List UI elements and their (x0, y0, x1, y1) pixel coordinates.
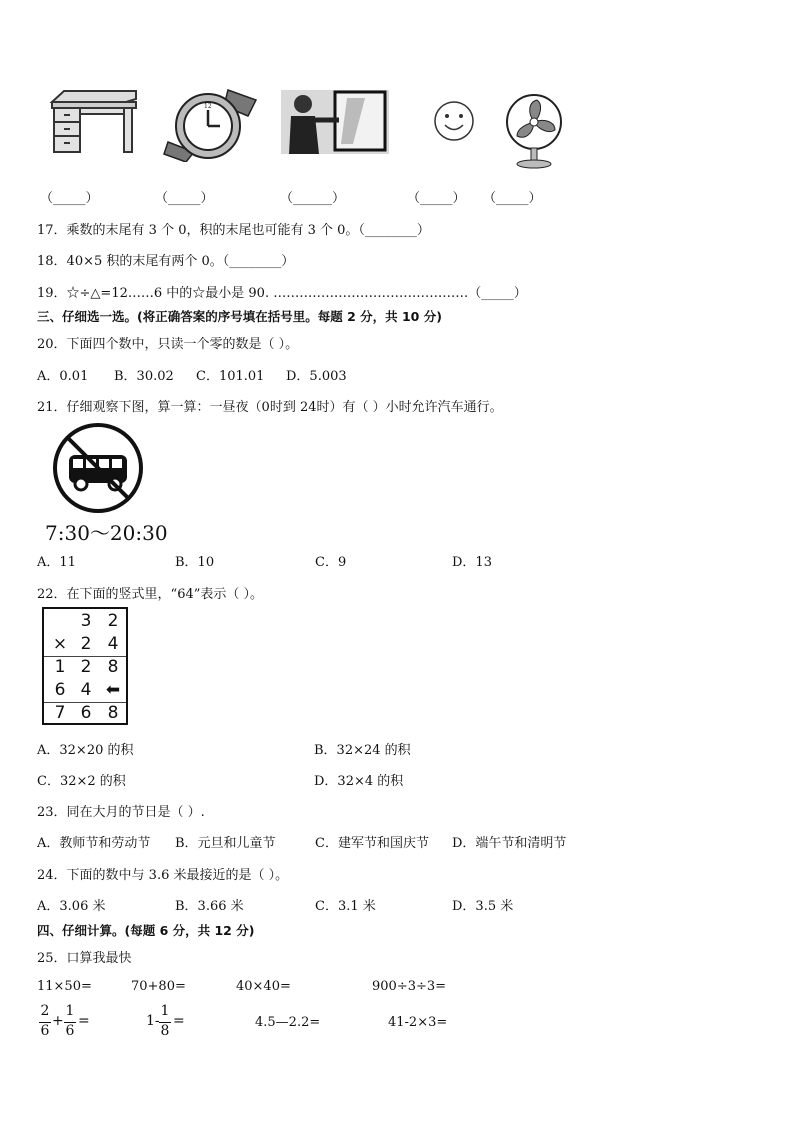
plus-sign: + (52, 1013, 64, 1029)
vm-digit: 4 (80, 680, 92, 700)
q20-option-d[interactable]: D．5.003 (286, 369, 347, 384)
question-24-stem: 24．下面的数中与 3.6 米最接近的是（ ）。 (37, 868, 289, 883)
question-21-stem: 21．仔细观察下图，算一算：一昼夜（0时到 24时）有（ ）小时允许汽车通行。 (37, 400, 503, 415)
vertical-multiplication (42, 607, 128, 725)
whole-minus: 1- (146, 1013, 160, 1029)
fraction-denominator: 8 (160, 1023, 170, 1039)
svg-text:12: 12 (204, 103, 212, 110)
vm-digit: 6 (80, 703, 92, 723)
q24-option-c[interactable]: C．3.1 米 (315, 899, 376, 914)
q16-answer-slot-desk[interactable]: （_____） (40, 191, 99, 206)
calc-item: 900÷3÷3= (372, 979, 447, 994)
electric-fan-picture (503, 94, 565, 170)
q20-option-b[interactable]: B．30.02 (114, 369, 174, 384)
q22-option-a[interactable]: A．32×20 的积 (37, 743, 134, 758)
calc-item: 4.5—2.2= (255, 1015, 321, 1030)
question-22-stem: 22．在下面的竖式里，“64”表示（ ）。 (37, 587, 264, 602)
equals-sign: = (173, 1013, 185, 1029)
vm-digit: 8 (107, 657, 119, 677)
sign-time-range: 7:30～20:30 (45, 521, 168, 545)
q21-option-d[interactable]: D．13 (452, 555, 492, 570)
vm-digit: 6 (54, 680, 66, 700)
q23-option-a[interactable]: A．教师节和劳动节 (37, 836, 151, 851)
vm-digit: 2 (107, 611, 119, 631)
vm-digit: 2 (80, 634, 92, 654)
fraction-numerator: 1 (65, 1003, 75, 1019)
fraction-expression-2 (146, 1003, 196, 1043)
q16-answer-slot-smiley[interactable]: （_____） (407, 191, 466, 206)
q20-option-a[interactable]: A．0.01 (37, 369, 89, 384)
vm-times-sign: × (52, 634, 68, 654)
vm-digit: 2 (80, 657, 92, 677)
section-3-title: 三、仔细选一选。(将正确答案的序号填在括号里。每题 2 分，共 10 分) (37, 309, 442, 324)
equals-sign: = (78, 1013, 90, 1029)
question-25-stem: 25．口算我最快 (37, 951, 132, 966)
q24-option-b[interactable]: B．3.66 米 (175, 899, 244, 914)
fraction-denominator: 6 (40, 1023, 50, 1039)
vm-digit: 3 (80, 611, 92, 631)
question-17: 17．乘数的末尾有 3 个 0，积的末尾也可能有 3 个 0。（________） (37, 223, 430, 238)
q21-option-c[interactable]: C．9 (315, 555, 347, 570)
calc-item: 70+80= (131, 979, 186, 994)
q23-option-c[interactable]: C．建军节和国庆节 (315, 836, 429, 851)
question-18: 18．40×5 积的末尾有两个 0。（________） (37, 254, 295, 269)
question-23-stem: 23．同在大月的节日是（ ）. (37, 805, 205, 820)
vm-digit: 4 (107, 634, 119, 654)
vm-digit: 8 (107, 703, 119, 723)
fraction-numerator: 1 (160, 1003, 170, 1019)
q22-option-b[interactable]: B．32×24 的积 (314, 743, 411, 758)
q21-option-a[interactable]: A．11 (37, 555, 76, 570)
q21-option-b[interactable]: B．10 (175, 555, 215, 570)
calc-item: 41-2×3= (388, 1015, 448, 1030)
q20-option-c[interactable]: C．101.01 (196, 369, 265, 384)
calc-item: 11×50= (37, 979, 92, 994)
no-bus-sign-icon (51, 421, 145, 515)
question-20-stem: 20．下面四个数中，只读一个零的数是（ ）。 (37, 337, 299, 352)
q16-answer-slot-watch[interactable]: （_____） (155, 191, 214, 206)
desk-picture (48, 88, 140, 156)
q22-option-d[interactable]: D．32×4 的积 (314, 774, 404, 789)
smiley-picture (433, 100, 475, 142)
left-arrow-icon: ⬅ (105, 680, 121, 700)
person-opening-window-picture (281, 90, 389, 154)
question-19: 19．☆÷△=12……6 中的☆最小是 90. ………………………………………（_____） (37, 286, 527, 301)
fraction-numerator: 2 (40, 1003, 50, 1019)
watch-picture (160, 86, 264, 162)
q23-option-b[interactable]: B．元旦和儿童节 (175, 836, 276, 851)
vm-digit: 1 (54, 657, 66, 677)
q16-answer-slot-fan[interactable]: （_____） (483, 191, 542, 206)
q23-option-d[interactable]: D．端午节和清明节 (452, 836, 567, 851)
q24-option-a[interactable]: A．3.06 米 (37, 899, 106, 914)
q16-answer-slot-window[interactable]: （______） (280, 191, 346, 206)
fraction-expression-1 (37, 1003, 97, 1043)
q22-option-c[interactable]: C．32×2 的积 (37, 774, 126, 789)
fraction-denominator: 6 (65, 1023, 75, 1039)
q24-option-d[interactable]: D．3.5 米 (452, 899, 514, 914)
vm-digit: 7 (54, 703, 66, 723)
section-4-title: 四、仔细计算。(每题 6 分，共 12 分) (37, 923, 255, 938)
calc-item: 40×40= (236, 979, 291, 994)
